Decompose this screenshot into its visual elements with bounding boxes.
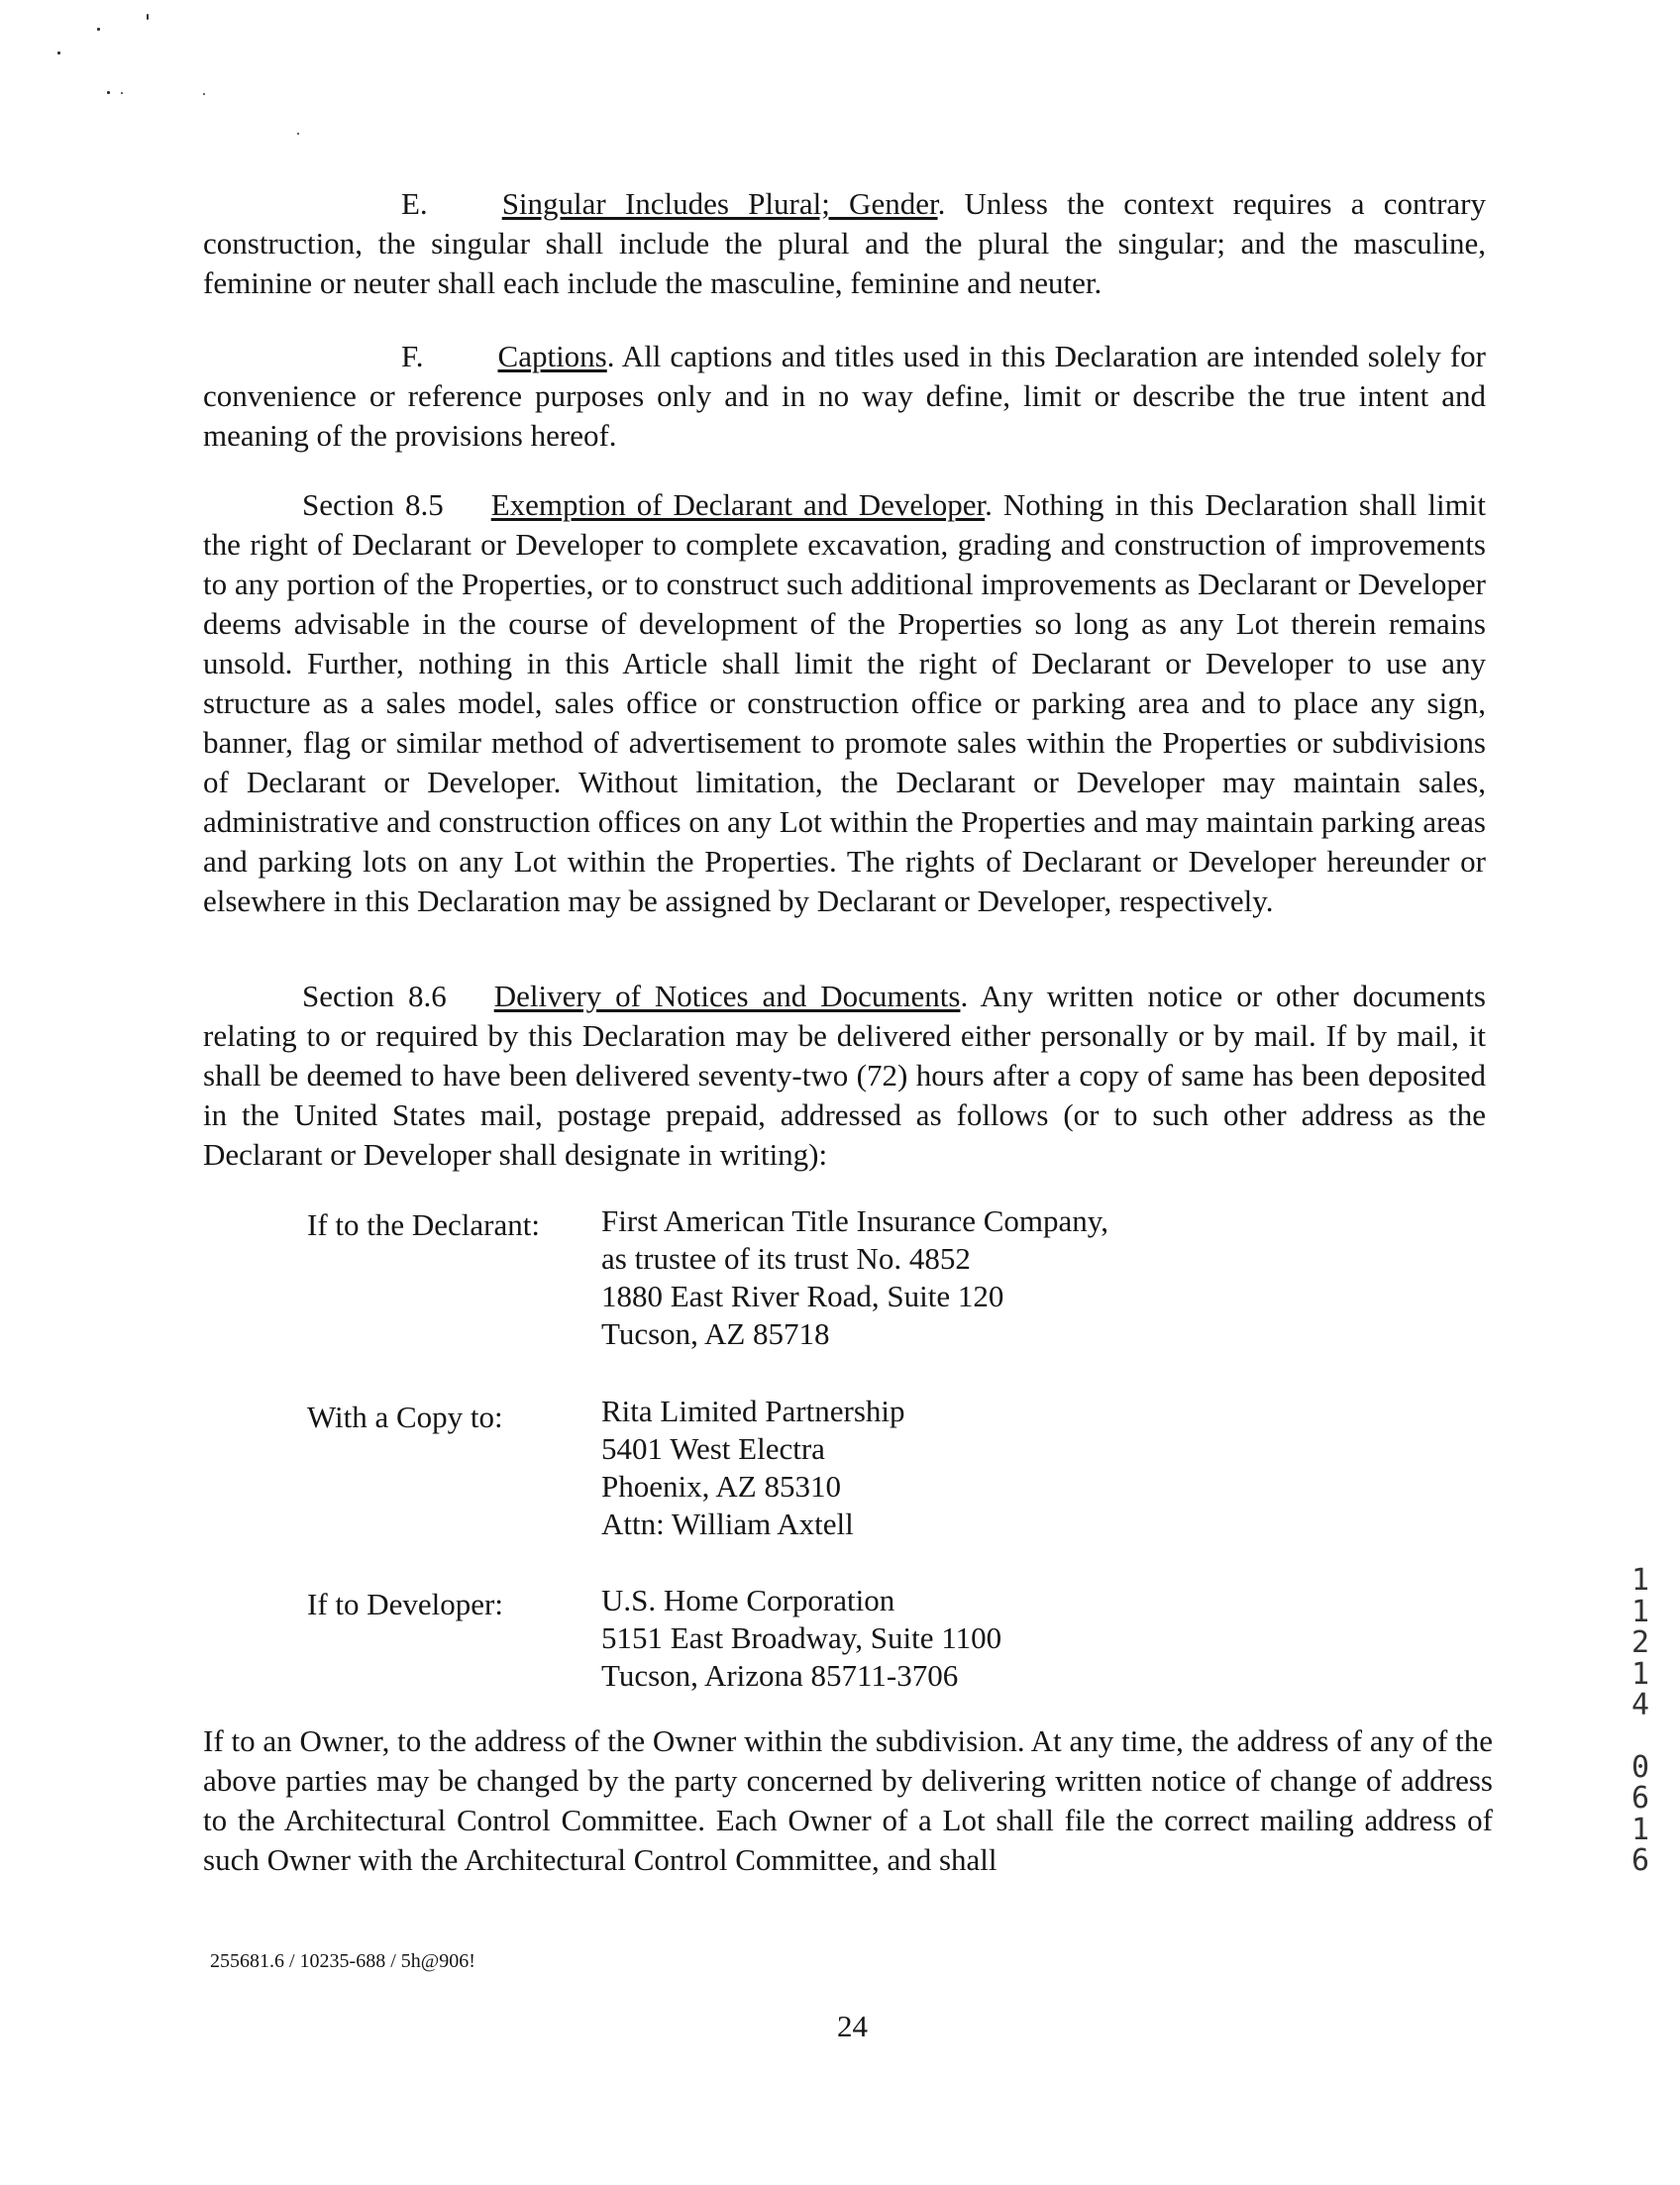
declarant-label: If to the Declarant:: [307, 1207, 540, 1242]
section-8-5-text: . Nothing in this Declaration shall limit the right of Declarant or Developer to complete excavation, grading and construction of improvements to any portion of the Properties, or to construct such additional improvements as Declarant or Developer deems advisable in the course of development of the Properties so long as any Lot therein remains unsold. Further, nothing in this Article shall limit the right of Declarant or Developer to use any structure as a sales model, sales office or construction office or parking area and to place any sign, banner, flag or similar method of advertisement to promote sales within the Properties or subdivisions of Declarant or Developer. Without limitation, the Declarant or Developer may maintain sales, administrative and construction offices on any Lot within the Properties and may maintain parking areas and parking lots on any Lot within the Properties. The rights of Declarant or Developer hereunder or elsewhere in this Declaration may be assigned by Declarant or Developer, respectively.: [203, 487, 1486, 918]
section-f-text: . All captions and titles used in this Declaration are intended solely for convenience or reference purposes only and in no way define, limit or describe the true intent and meaning of the provisions hereof.: [203, 339, 1486, 453]
section-8-6-paragraph: [203, 977, 1486, 1175]
scan-speck: [203, 93, 205, 95]
address-line: Phoenix, AZ 85310: [601, 1469, 841, 1504]
section-e-text: . Unless the context requires a contrary construction, the singular shall include the plural and the plural the singular; and the masculine, feminine or neuter shall each include the masculine, feminine and neuter.: [203, 186, 1486, 300]
stamp-digit: 6: [1630, 1781, 1650, 1816]
address-line: Rita Limited Partnership: [601, 1394, 905, 1428]
scan-speck: [147, 14, 149, 20]
section-8-5-number: Section 8.5: [302, 487, 444, 522]
address-line: 1880 East River Road, Suite 120: [601, 1279, 1004, 1313]
stamp-digit: 1: [1630, 1656, 1650, 1692]
recording-stamp: [1621, 1565, 1660, 1877]
section-8-5-title: Exemption of Declarant and Developer: [490, 487, 986, 522]
address-line: Tucson, AZ 85718: [601, 1316, 830, 1351]
section-f-title: Captions: [497, 339, 607, 373]
address-line: Attn: William Axtell: [601, 1507, 854, 1541]
scan-speck: [121, 92, 123, 94]
stamp-digit: 4: [1630, 1688, 1650, 1722]
section-e-paragraph: [203, 184, 1486, 303]
address-line: U.S. Home Corporation: [601, 1583, 895, 1617]
stamp-digit: 6: [1630, 1843, 1650, 1878]
document-code: 255681.6 / 10235-688 / 5h@906!: [210, 1950, 475, 1972]
address-line: as trustee of its trust No. 4852: [601, 1241, 971, 1276]
stamp-digit: 2: [1630, 1625, 1650, 1660]
section-8-6-title: Delivery of Notices and Documents: [493, 979, 961, 1013]
section-e-letter: E.: [401, 186, 428, 221]
page-number: 24: [837, 2009, 868, 2043]
copy-label: With a Copy to:: [307, 1400, 503, 1434]
address-line: 5151 East Broadway, Suite 1100: [601, 1620, 1002, 1655]
stamp-digit: 1: [1630, 1594, 1650, 1629]
developer-label: If to Developer:: [307, 1587, 503, 1621]
scan-speck: [107, 91, 110, 94]
stamp-digit: 1: [1630, 1563, 1650, 1598]
address-line: Tucson, Arizona 85711-3706: [601, 1658, 959, 1693]
scan-speck: [57, 52, 60, 54]
scan-speck: [297, 133, 299, 135]
section-8-5-paragraph: [203, 485, 1486, 921]
section-8-6-number: Section 8.6: [302, 979, 447, 1013]
closing-paragraph: If to an Owner, to the address of the Owner within the subdivision. At any time, the address of any of the above parties may be changed by the party concerned by delivering written notice of change of address to the Architectural Control Committee. Each Owner of a Lot shall file the correct mailing address of such Owner with the Architectural Control Committee, and shall: [203, 1723, 1493, 1877]
scan-speck: [97, 28, 100, 31]
stamp-digit: 1: [1630, 1812, 1650, 1847]
section-f-paragraph: [203, 337, 1486, 456]
section-8-6-text: . Any written notice or other documents relating to or required by this Declaration may be delivered either personally or by mail. If by mail, it shall be deemed to have been delivered seventy-two (72) hours after a copy of same has been deposited in the United States mail, postage prepaid, addressed as follows (or to such other address as the Declarant or Developer shall designate in writing):: [203, 979, 1486, 1172]
developer-address: [601, 1582, 1001, 1695]
stamp-gap: [1621, 1721, 1660, 1752]
address-line: First American Title Insurance Company,: [601, 1203, 1109, 1238]
section-f-letter: F.: [401, 339, 424, 373]
section-e-title: Singular Includes Plural; Gender: [501, 186, 938, 221]
declarant-address: [601, 1202, 1108, 1353]
stamp-digit: 0: [1630, 1749, 1650, 1785]
address-line: 5401 West Electra: [601, 1431, 825, 1466]
copy-address: [601, 1393, 905, 1543]
